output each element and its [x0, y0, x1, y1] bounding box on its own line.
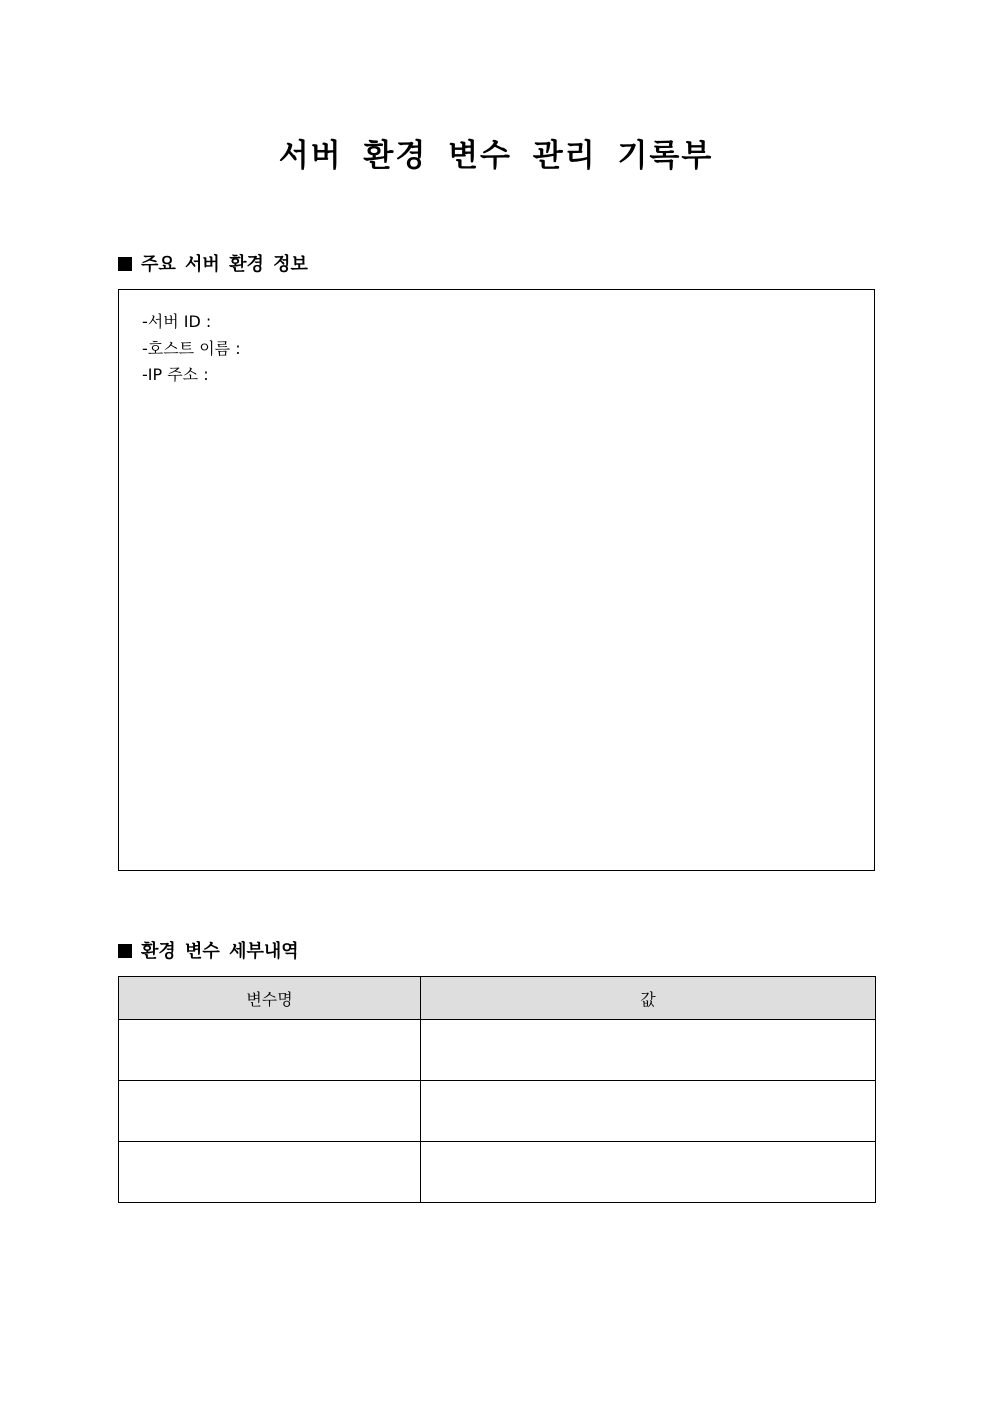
table-row [119, 1142, 876, 1203]
server-info-lines [142, 309, 241, 389]
value-cell[interactable] [421, 1142, 876, 1203]
section-heading-env-details [118, 939, 299, 965]
variable-name-cell[interactable] [119, 1142, 421, 1203]
env-variable-table [118, 976, 876, 1203]
table-row [119, 1081, 876, 1142]
value-cell[interactable] [421, 1081, 876, 1142]
column-header-variable-name: 변수명 [119, 977, 421, 1020]
value-cell[interactable] [421, 1020, 876, 1081]
variable-name-cell[interactable] [119, 1081, 421, 1142]
section-heading-label: 환경 변수 세부내역 [141, 941, 299, 962]
square-bullet-icon [118, 944, 132, 958]
hostname-line: -호스트 이름 : [142, 338, 241, 358]
server-id-line: -서버 ID : [142, 312, 212, 331]
variable-name-cell[interactable] [119, 1020, 421, 1081]
column-header-value: 값 [421, 977, 876, 1020]
square-bullet-icon [118, 257, 132, 271]
table-header-row [119, 977, 876, 1020]
section-heading-label: 주요 서버 환경 정보 [141, 254, 308, 275]
server-info-box [118, 289, 875, 871]
section-heading-server-info [118, 252, 308, 278]
table-row [119, 1020, 876, 1081]
document-title: 서버 환경 변수 관리 기록부 [278, 138, 714, 174]
ip-address-line: -IP 주소 : [142, 365, 209, 384]
